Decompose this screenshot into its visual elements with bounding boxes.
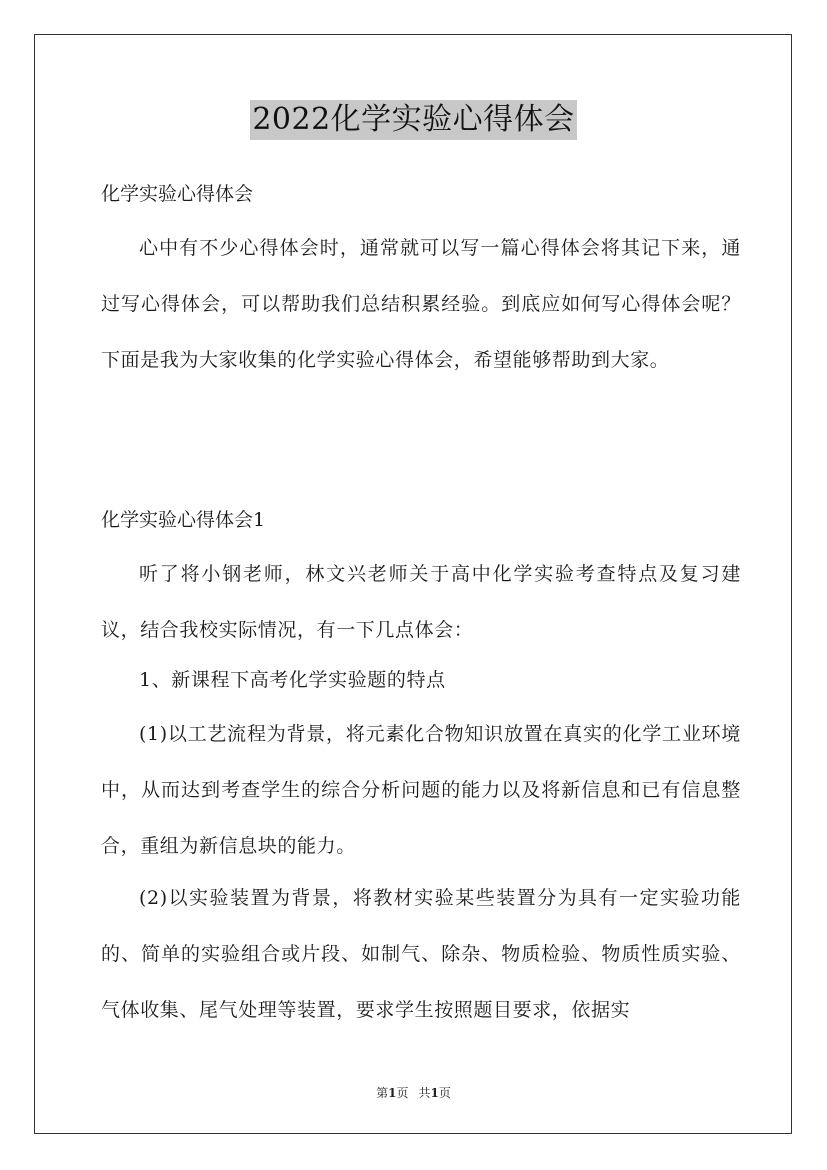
intro-paragraph: 心中有不少心得体会时，通常就可以写一篇心得体会将其记下来，通过写心得体会，可以帮助我们总结积累经验。到底应如何写心得体会呢？下面是我为大家收集的化学实验心得体会，希望能够帮助到大家。: [101, 237, 741, 371]
footer-page-prefix: 第: [376, 1086, 389, 1100]
footer-page-suffix: 页: [396, 1086, 409, 1100]
paragraph-1: 听了将小钢老师，林文兴老师关于高中化学实验考查特点及复习建议，结合我校实际情况，有一下几点体会：: [101, 563, 741, 641]
document-title: 2022化学实验心得体会: [250, 100, 576, 140]
title-container: [0, 100, 827, 140]
list-item-1: 1、新课程下高考化学实验题的特点: [139, 669, 446, 691]
page-footer: [0, 1085, 827, 1101]
section-heading-1: 化学实验心得体会1: [101, 509, 266, 531]
paragraph-2: (1)以工艺流程为背景，将元素化合物知识放置在真实的化学工业环境中，从而达到考查学生的综合分析问题的能力以及将新信息和已有信息整合，重组为新信息块的能力。: [101, 723, 741, 857]
footer-total-prefix: 共: [418, 1086, 431, 1100]
footer-total-suffix: 页: [438, 1086, 451, 1100]
section-heading-main: 化学实验心得体会: [101, 183, 254, 205]
paragraph-3: (2)以实验装置为背景，将教材实验某些装置分为具有一定实验功能的、简单的实验组合或片段、如制气、除杂、物质检验、物质性质实验、气体收集、尾气处理等装置，要求学生按照题目要求，依据实: [101, 887, 741, 1021]
footer-page-number: 1: [388, 1086, 397, 1100]
footer-total-pages: 1: [430, 1086, 439, 1100]
